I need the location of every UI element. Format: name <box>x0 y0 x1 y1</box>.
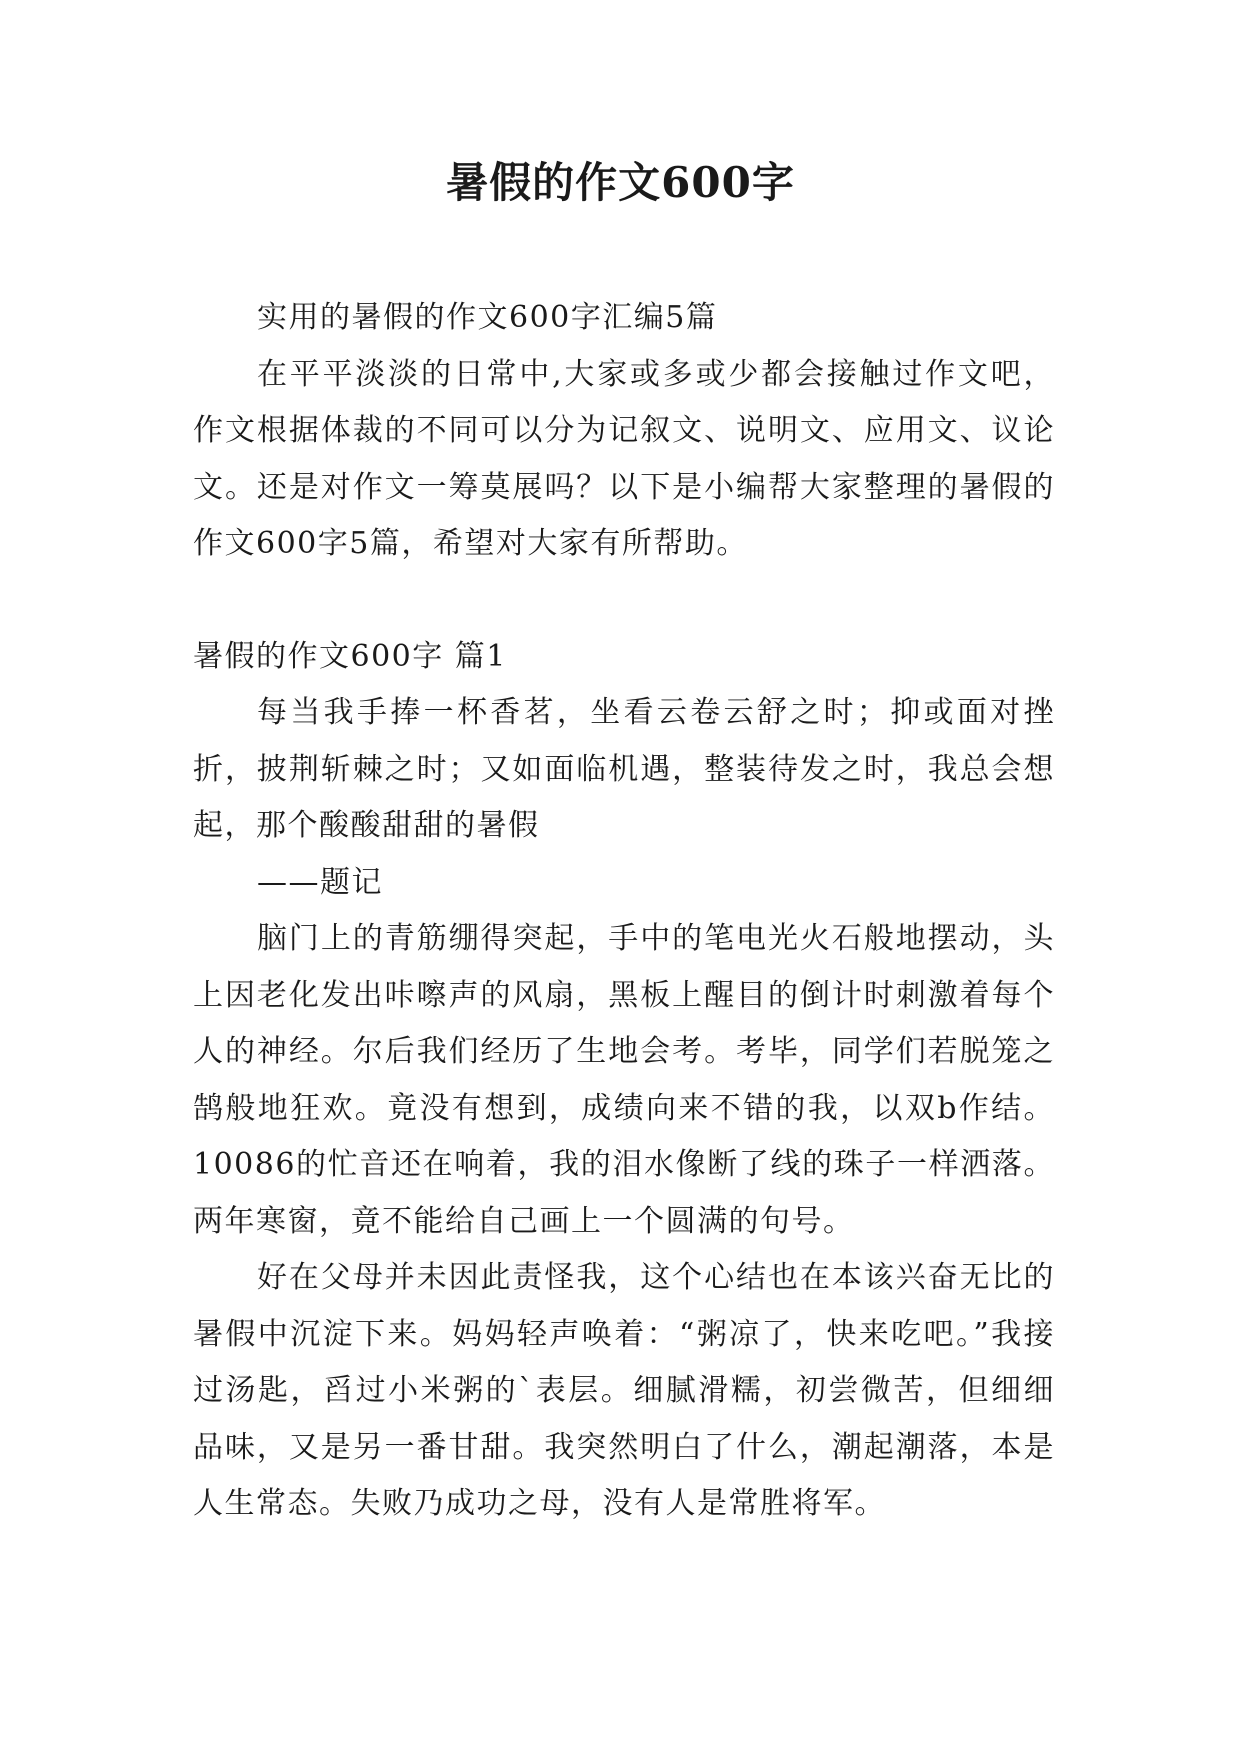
intro-paragraph: 在平平淡淡的日常中,大家或多或少都会接触过作文吧，作文根据体裁的不同可以分为记叙文、说明文、应用文、议论文。还是对作文一筹莫展吗？以下是小编帮大家整理的暑假的作文600字5篇，希望对大家有所帮助。 <box>193 356 1055 561</box>
section-spacer <box>193 573 1055 629</box>
document-body <box>193 290 1055 1533</box>
section-paragraph-2: 脑门上的青筋绷得突起，手中的笔电光火石般地摆动，头上因老化发出咔嚓声的风扇，黑板上醒目的倒计时刺激着每个人的神经。尔后我们经历了生地会考。考毕，同学们若脱笼之鹄般地狂欢。竟没有想到，成绩向来不错的我，以双b作结。10086的忙音还在响着，我的泪水像断了线的珠子一样洒落。两年寒窗，竟不能给自己画上一个圆满的句号。 <box>193 921 1055 1239</box>
intro-subtitle: 实用的暑假的作文600字汇编5篇 <box>257 300 718 335</box>
section-epigraph-note: ——题记 <box>257 864 383 900</box>
document-title: 暑假的作文600字 <box>446 158 795 207</box>
section-heading: 暑假的作文600字 篇1 <box>193 638 507 674</box>
section-paragraph-3: 好在父母并未因此责怪我，这个心结也在本该兴奋无比的暑假中沉淀下来。妈妈轻声唤着：“粥凉了，快来吃吧。”我接过汤匙，舀过小米粥的`表层。细腻滑糯，初尝微苦，但细细品味，又是另一番甘甜。我突然明白了什么，潮起潮落，本是人生常态。失败乃成功之母，没有人是常胜将军。 <box>193 1260 1055 1521</box>
section-paragraph-1: 每当我手捧一杯香茗，坐看云卷云舒之时；抑或面对挫折，披荆斩棘之时；又如面临机遇，整装待发之时，我总会想起，那个酸酸甜甜的暑假 <box>193 695 1055 843</box>
